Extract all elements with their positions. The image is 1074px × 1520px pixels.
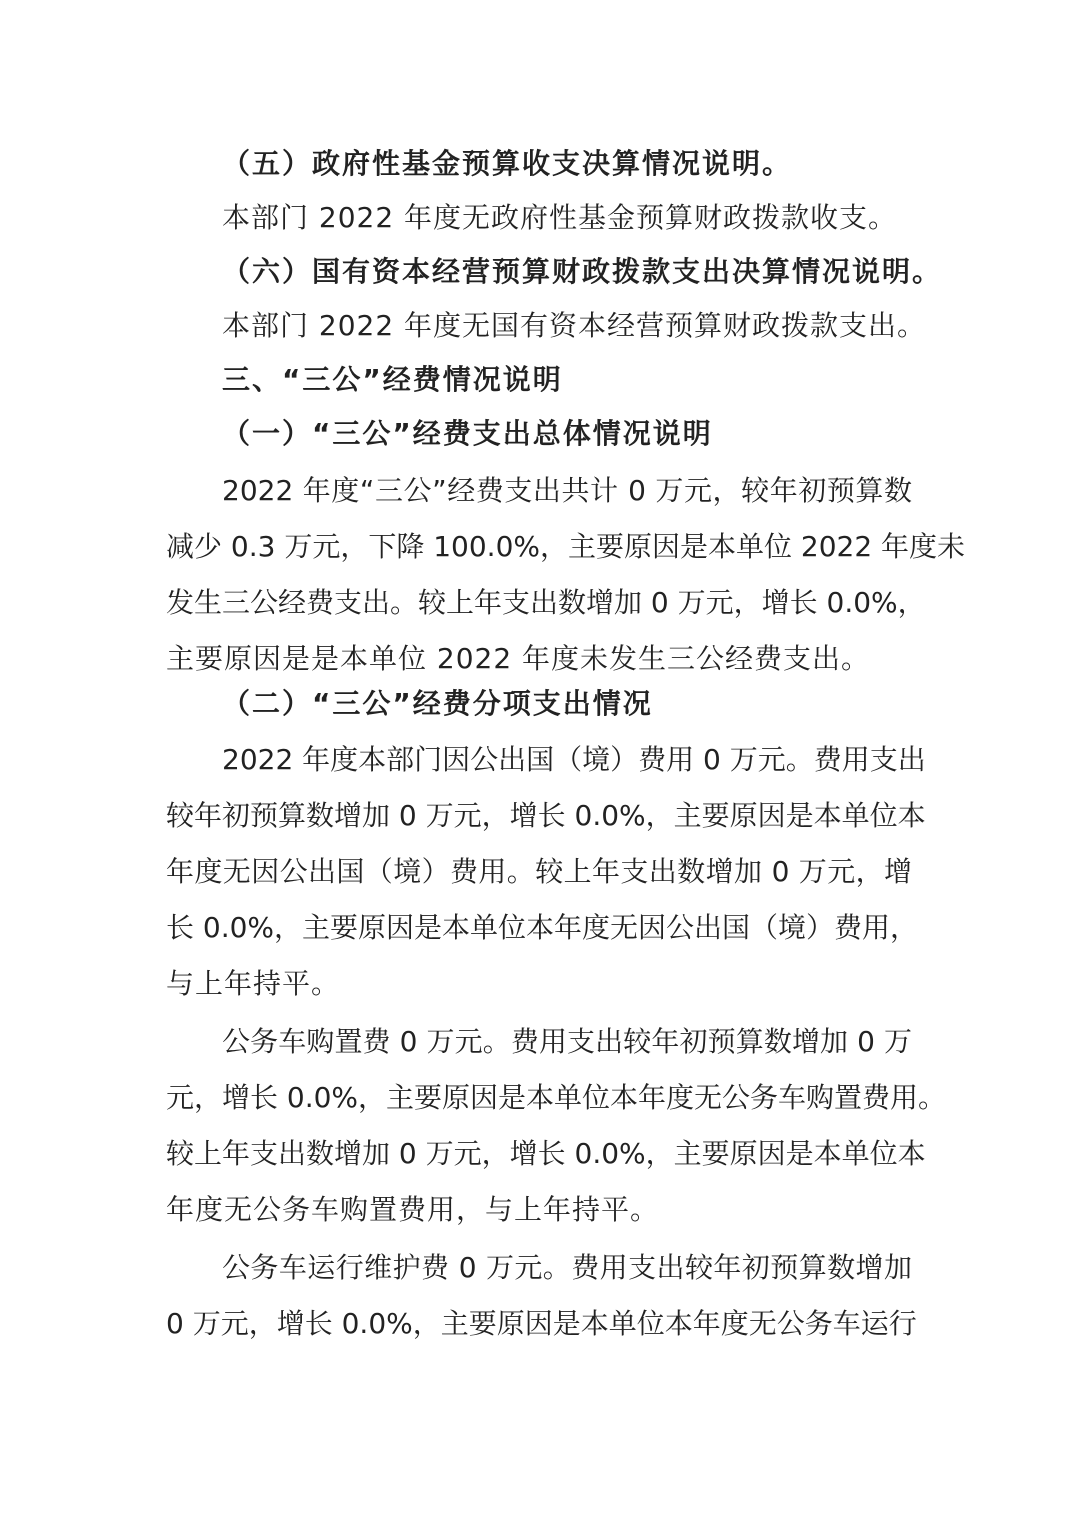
sub-2-para-1-line: 长 0.0%，主要原因是本单位本年度无因公出国（境）费用， <box>166 911 919 944</box>
sub-2-para-1-line: 年度无因公出国（境）费用。较上年支出数增加 0 万元，增 <box>166 855 912 888</box>
section-6-body: 本部门 2022 年度无国有资本经营预算财政拨款支出。 <box>222 309 927 342</box>
section-6-heading: （六）国有资本经营预算财政拨款支出决算情况说明。 <box>222 255 943 288</box>
sub-2-para-3-line: 公务车运行维护费 0 万元。费用支出较年初预算数增加 <box>222 1251 912 1284</box>
section-5-body: 本部门 2022 年度无政府性基金预算财政拨款收支。 <box>222 201 898 234</box>
section-5-heading: （五）政府性基金预算收支决算情况说明。 <box>222 147 793 180</box>
sub-2-para-1-line: 较年初预算数增加 0 万元，增长 0.0%，主要原因是本单位本 <box>166 799 926 832</box>
sub-1-heading: （一）“三公”经费支出总体情况说明 <box>222 417 713 450</box>
sub-1-line: 2022 年度“三公”经费支出共计 0 万元，较年初预算数 <box>222 474 912 507</box>
sub-1-line: 发生三公经费支出。较上年支出数增加 0 万元，增长 0.0%， <box>166 586 926 619</box>
sub-1-line: 减少 0.3 万元，下降 100.0%，主要原因是本单位 2022 年度未 <box>166 530 966 563</box>
sub-2-para-1-line: 与上年持平。 <box>166 967 341 1000</box>
sub-2-para-3-line: 0 万元，增长 0.0%，主要原因是本单位本年度无公务车运行 <box>166 1307 917 1340</box>
sub-2-para-2-line: 较上年支出数增加 0 万元，增长 0.0%，主要原因是本单位本 <box>166 1137 926 1170</box>
part-3-heading: 三、“三公”经费情况说明 <box>222 363 563 396</box>
sub-2-para-2-line: 元，增长 0.0%，主要原因是本单位本年度无公务车购置费用。 <box>166 1081 947 1114</box>
sub-2-para-2-line: 年度无公务车购置费用，与上年持平。 <box>166 1193 660 1226</box>
sub-2-heading: （二）“三公”经费分项支出情况 <box>222 687 653 720</box>
sub-2-para-1-line: 2022 年度本部门因公出国（境）费用 0 万元。费用支出 <box>222 743 926 776</box>
sub-1-line: 主要原因是是本单位 2022 年度未发生三公经费支出。 <box>166 642 871 675</box>
sub-2-para-2-line: 公务车购置费 0 万元。费用支出较年初预算数增加 0 万 <box>222 1025 912 1058</box>
